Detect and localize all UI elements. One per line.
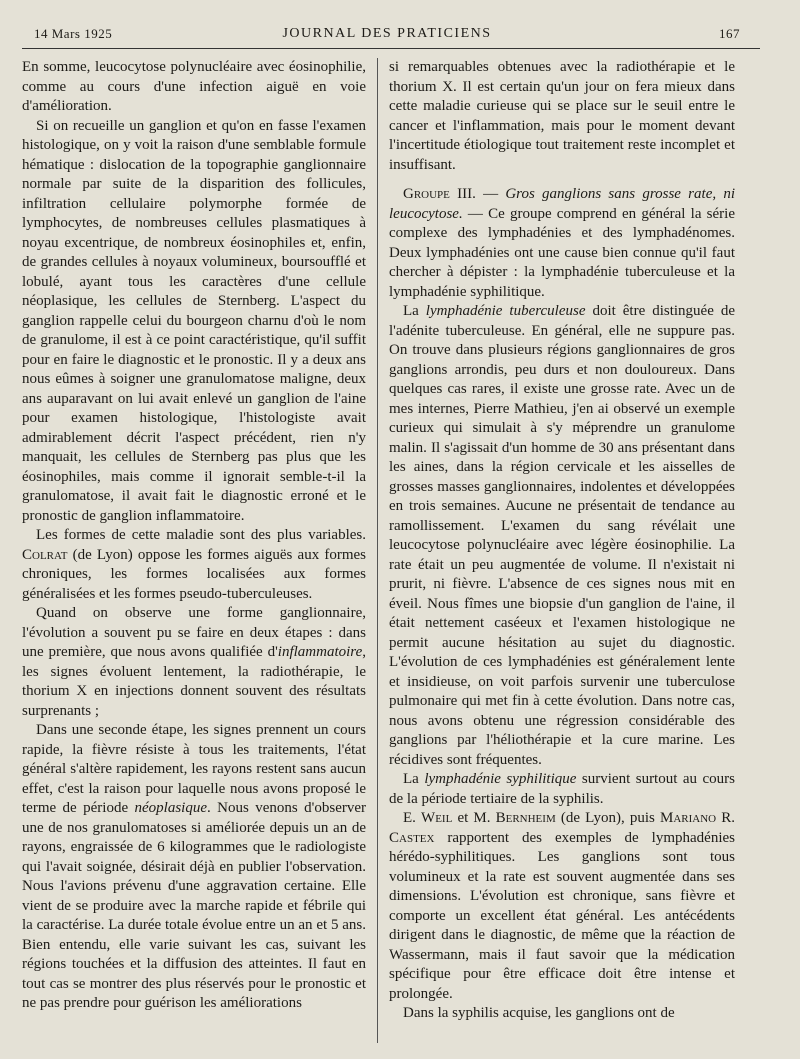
paragraph: La lymphadénie syphilitique survient surtout au cours de la période tertiaire de la syphilis.: [389, 771, 736, 807]
paragraph: Quand on observe une forme ganglionnaire, l'évolution a souvent pu se faire en deux étapes : dans une première, que nous avons qualifiée d'inflammatoire, les signes évoluent lentement, la radiothérapie, le thorium X en injections donnent souvent des résultats surprenants ;: [22, 605, 366, 719]
paragraph: Dans une seconde étape, les signes prennent un cours rapide, la fièvre résiste à tous les traitements, l'état général s'altère rapidement, les rayons restent sans aucun effet, c'est la raison pour laquelle nous avons proposé le terme de période néoplasique. Nous venons d'observer une de nos granulomatoses si améliorée depuis un an de rayons, engraissée de 6 kilogrammes que le radiologiste qui l'avait soignée, désirait déjà en publier l'observation. Nous l'avions prévenu d'une aggravation certaine. Elle vient de se produire avec la marche rapide et fébrile qui la caractérise. La durée totale évolue entre un an et 5 ans. Bien entendu, elle varie suivant les cas, suivant les régions touchées et la diffusion des atteintes. Il faut en tout cas se montrer des plus réservés pour le pronostic et ne pas prendre pour guérison les améliorations: [22, 722, 367, 1011]
author-name: Mariano R. Castex: [389, 810, 735, 846]
left-column: [22, 58, 366, 1014]
paragraph: Les formes de cette maladie sont des plus variables. Colrat (de Lyon) oppose les formes aiguës aux formes chroniques, les formes localisées aux formes généralisées et les formes pseudo-tuberculeuses.: [22, 527, 366, 602]
term: lymphadénie syphilitique: [424, 771, 577, 787]
page-header: [34, 26, 740, 48]
author-name: Colrat: [22, 546, 68, 563]
paragraph: La lymphadénie tuberculeuse doit être distinguée de l'adénite tuberculeuse. En général, elle ne suppure pas. On trouve dans plusieurs régions ganglionnaires de gros ganglions arrondis, peu durs et non douloureux. Dans quelques cas rares, il existe une grosse rate. Avec un de mes internes, Pierre Mathieu, j'en ai observé un exemple curieux qui simulait à s'y méprendre un granulome malin. Il s'agissait d'un homme de 30 ans présentant dans les aines, dans la région cervicale et les aisselles de grosses masses ganglionnaires, indolentes et développées en trois semaines. Aucune ne présentait de tendance au ramollissement. L'examen du sang révélait une leucocytose polynucléaire avec légère éosinophilie. La rate était un peu augmentée de volume. Il n'existait ni prurit, ni fièvre. L'absence de ces signes nous mit en éveil. Nous fîmes une biopsie d'un ganglion de l'aine, il était nettement caséeux et l'examen histologique ne permit aucune hésitation au sujet du diagnostic. L'évolution de ces lymphadénies est généralement lente et insidieuse, on voit parfois survenir une tuberculose pulmonaire qui met fin à cette évolution. Dans notre cas, nous avons obtenu une régression considérable des ganglions par l'héliothérapie et la cure marine. Les récidives sont fréquentes.: [389, 303, 735, 768]
paragraph: En somme, leucocytose polynucléaire avec éosinophilie, comme au cours d'une infection aiguë en voie d'amélioration.: [22, 59, 366, 114]
term: inflammatoire: [277, 644, 363, 660]
term: lymphadénie tuberculeuse: [425, 303, 586, 319]
header-rule: [22, 48, 760, 49]
author-name: Bernheim: [495, 810, 556, 826]
paragraph: Dans la syphilis acquise, les ganglions ont de: [403, 1005, 675, 1021]
page-number: 167: [719, 26, 740, 41]
term: néoplasique: [134, 800, 208, 816]
right-column: [389, 58, 735, 1024]
journal-title: JOURNAL DES PRATICIENS: [282, 26, 492, 41]
issue-date: 14 Mars 1925: [34, 26, 113, 41]
column-divider: [377, 58, 378, 1043]
section-title: Gros ganglions sans grosse rate, ni leucocytose.: [389, 186, 735, 222]
paragraph: si remarquables obtenues avec la radiothérapie et le thorium X. Il est certain qu'un jour on fera mieux dans cette maladie curieuse qui se place sur le seuil entre le cancer et l'inflammation, mais pour le moment devant l'incertitude étiologique tout traitement reste incomplet et insuffisant.: [389, 59, 735, 173]
paragraph: Si on recueille un ganglion et qu'on en fasse l'examen histologique, on y voit la raison d'une semblable formule hématique : dislocation de la topographie ganglionnaire normale par suite de la disparition des follicules, infiltration cellulaire polymorphe formée de lymphocytes, de nombreuses cellules plasmatiques à noyau excentrique, de nombreux éosinophiles et, enfin, de grandes cellules à noyaux volumineux, boursoufflé et lobulé, ayant tous les caractères d'une cellule néoplasique, les cellules de Sternberg. L'aspect du ganglion rappelle celui du bourgeon charnu d'où le nom de granulome, il est à ce point caractéristique, qu'il suffit pour en faire le diagnostic et le pronostic. Il y a deux ans nous eûmes à soigner une granulomatose maligne, deux ans auparavant on lui avait enlevé un ganglion de l'aine pour examen histologique, l'histologiste avait admirablement décrit l'aspect précédent, rien n'y manquait, les cellules de Sternberg pas plus que les éosinophiles, mais comme il ignorait semble-t-il la granulomatose, il avait fait le diagnostic erroné et le pronostic de ganglion inflammatoire.: [22, 117, 366, 524]
section-label: Groupe III.: [403, 186, 476, 202]
section-group-iii: Groupe III. — Gros ganglions sans grosse rate, ni leucocytose. — Ce groupe comprend en général la série complexe des lymphadénies et des lymphadénomes. Deux lymphadénies ont une cause bien connue qu'il faut chercher à dépister : la lymphadénie tuberculeuse et la lymphadénie syphilitique.: [389, 186, 735, 300]
author-name: Weil: [421, 810, 453, 826]
paragraph: E. Weil et M. Bernheim (de Lyon), puis Mariano R. Castex rapportent des exemples de lymphadénies hérédo-syphilitiques. Les ganglions sont tous volumineux et la rate est souvent augmentée dans ses dimensions. L'évolution est chronique, sans fièvre et comporte un excellent état général. Les antécédents dirigent dans le diagnostic, de même que la réaction de Wassermann, mais il faut savoir que la médication spécifique pour être efficace doit être intense et prolongée.: [389, 810, 735, 1002]
